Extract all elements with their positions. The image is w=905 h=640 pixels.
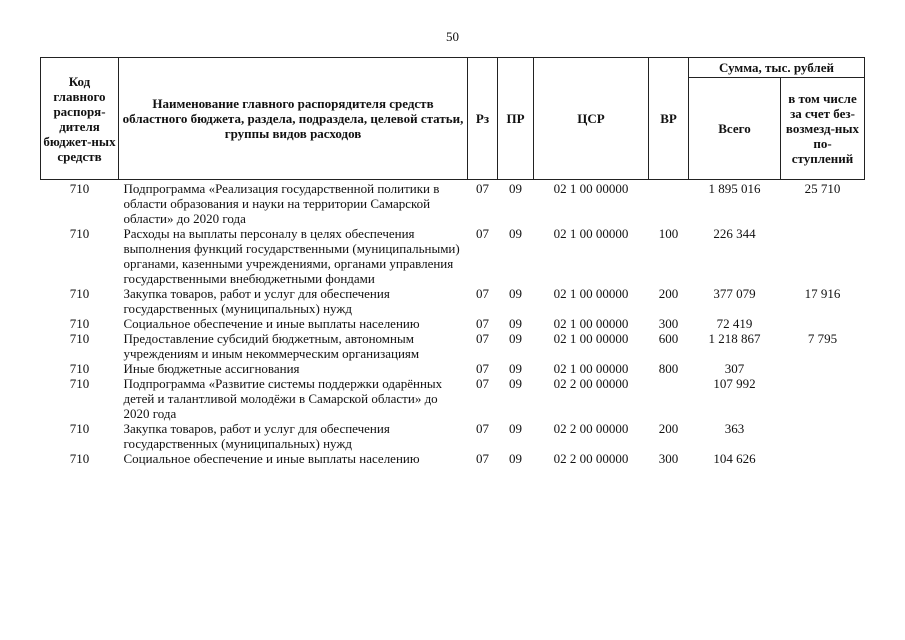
- row-rz: 07: [476, 421, 489, 436]
- row-vr: 600: [658, 331, 679, 346]
- row-rz: 07: [476, 451, 489, 466]
- table-row: [41, 226, 865, 286]
- row-gratis: 25 710: [804, 181, 841, 196]
- table-row: [41, 421, 865, 451]
- row-total: 307: [724, 361, 745, 376]
- row-name: Социальное обеспечение и иные выплаты населению: [123, 316, 420, 331]
- row-code: 710: [69, 226, 90, 241]
- row-vr: 100: [658, 226, 679, 241]
- row-pr: 09: [509, 181, 522, 196]
- row-rz: 07: [476, 331, 489, 346]
- row-csr: 02 1 00 00000: [553, 361, 629, 376]
- row-rz: 07: [476, 361, 489, 376]
- row-total: 226 344: [713, 226, 756, 241]
- row-vr: [649, 376, 689, 421]
- row-pr: 09: [509, 226, 522, 241]
- header-rz: Рз: [468, 58, 498, 180]
- budget-table: [40, 57, 865, 466]
- row-pr: 09: [509, 331, 522, 346]
- row-pr: 09: [509, 421, 522, 436]
- row-pr: 09: [509, 361, 522, 376]
- row-name: Закупка товаров, работ и услуг для обеспечения государственных (муниципальных) нужд: [123, 286, 390, 316]
- table-row: [41, 331, 865, 361]
- row-vr: 800: [658, 361, 679, 376]
- row-gratis: 17 916: [804, 286, 841, 301]
- row-csr: 02 1 00 00000: [553, 286, 629, 301]
- row-gratis: [781, 316, 865, 331]
- row-gratis: 7 795: [807, 331, 838, 346]
- row-csr: 02 1 00 00000: [553, 331, 629, 346]
- row-vr: 200: [658, 421, 679, 436]
- row-vr: 300: [658, 451, 679, 466]
- row-csr: 02 1 00 00000: [553, 316, 629, 331]
- row-name: Иные бюджетные ассигнования: [123, 361, 300, 376]
- row-code: 710: [69, 376, 90, 391]
- table-row: [41, 361, 865, 376]
- row-rz: 07: [476, 286, 489, 301]
- row-total: 107 992: [713, 376, 756, 391]
- row-gratis: [781, 421, 865, 451]
- row-rz: 07: [476, 376, 489, 391]
- header-name: Наименование главного распорядителя средств областного бюджета, раздела, подраздела, целевой статьи, группы видов расходов: [119, 58, 468, 180]
- row-code: 710: [69, 316, 90, 331]
- row-csr: 02 2 00 00000: [553, 451, 629, 466]
- row-name: Закупка товаров, работ и услуг для обеспечения государственных (муниципальных) нужд: [123, 421, 390, 451]
- row-total: 377 079: [713, 286, 756, 301]
- table-row: [41, 286, 865, 316]
- row-code: 710: [69, 286, 90, 301]
- row-code: 710: [69, 361, 90, 376]
- row-vr: 200: [658, 286, 679, 301]
- row-gratis: [781, 361, 865, 376]
- header-sum: Сумма, тыс. рублей: [689, 58, 865, 78]
- header-gratis: в том числе за счет без-возмезд-ных по-ступлений: [781, 78, 865, 180]
- table-row: [41, 376, 865, 421]
- header-pr: ПР: [498, 58, 534, 180]
- table-row: [41, 316, 865, 331]
- row-code: 710: [69, 331, 90, 346]
- row-csr: 02 1 00 00000: [553, 181, 629, 196]
- row-code: 710: [69, 451, 90, 466]
- row-rz: 07: [476, 181, 489, 196]
- row-name: Социальное обеспечение и иные выплаты населению: [123, 451, 420, 466]
- row-pr: 09: [509, 376, 522, 391]
- row-total: 72 419: [716, 316, 753, 331]
- row-vr: [649, 180, 689, 227]
- row-name: Предоставление субсидий бюджетным, автономным учреждениям и иным некоммерческим организациям: [123, 331, 420, 361]
- header-code: Код главного распоря-дителя бюджет-ных средств: [41, 58, 119, 180]
- row-total: 1 895 016: [708, 181, 761, 196]
- row-name: Подпрограмма «Реализация государственной политики в области образования и науки на территории Самарской области» до 2020 года: [123, 181, 440, 226]
- row-pr: 09: [509, 451, 522, 466]
- row-name: Расходы на выплаты персоналу в целях обеспечения выполнения функций государственными (муниципальными) органами, казенными учреждениями, органами управления государственными внебюджетными фондами: [123, 226, 460, 286]
- row-gratis: [781, 451, 865, 466]
- row-csr: 02 2 00 00000: [553, 376, 629, 391]
- table-row: [41, 451, 865, 466]
- row-rz: 07: [476, 226, 489, 241]
- row-code: 710: [69, 421, 90, 436]
- row-gratis: [781, 226, 865, 286]
- header-total: Всего: [689, 78, 781, 180]
- row-total: 363: [724, 421, 745, 436]
- row-name: Подпрограмма «Развитие системы поддержки одарённых детей и талантливой молодёжи в Самарской области» до 2020 года: [123, 376, 443, 421]
- row-vr: 300: [658, 316, 679, 331]
- row-pr: 09: [509, 286, 522, 301]
- row-csr: 02 1 00 00000: [553, 226, 629, 241]
- row-csr: 02 2 00 00000: [553, 421, 629, 436]
- row-rz: 07: [476, 316, 489, 331]
- row-code: 710: [69, 181, 90, 196]
- page-number: 50: [446, 29, 459, 44]
- table-row: [41, 180, 865, 227]
- header-csr: ЦСР: [534, 58, 649, 180]
- row-total: 104 626: [713, 451, 756, 466]
- row-total: 1 218 867: [708, 331, 761, 346]
- row-pr: 09: [509, 316, 522, 331]
- header-vr: ВР: [649, 58, 689, 180]
- row-gratis: [781, 376, 865, 421]
